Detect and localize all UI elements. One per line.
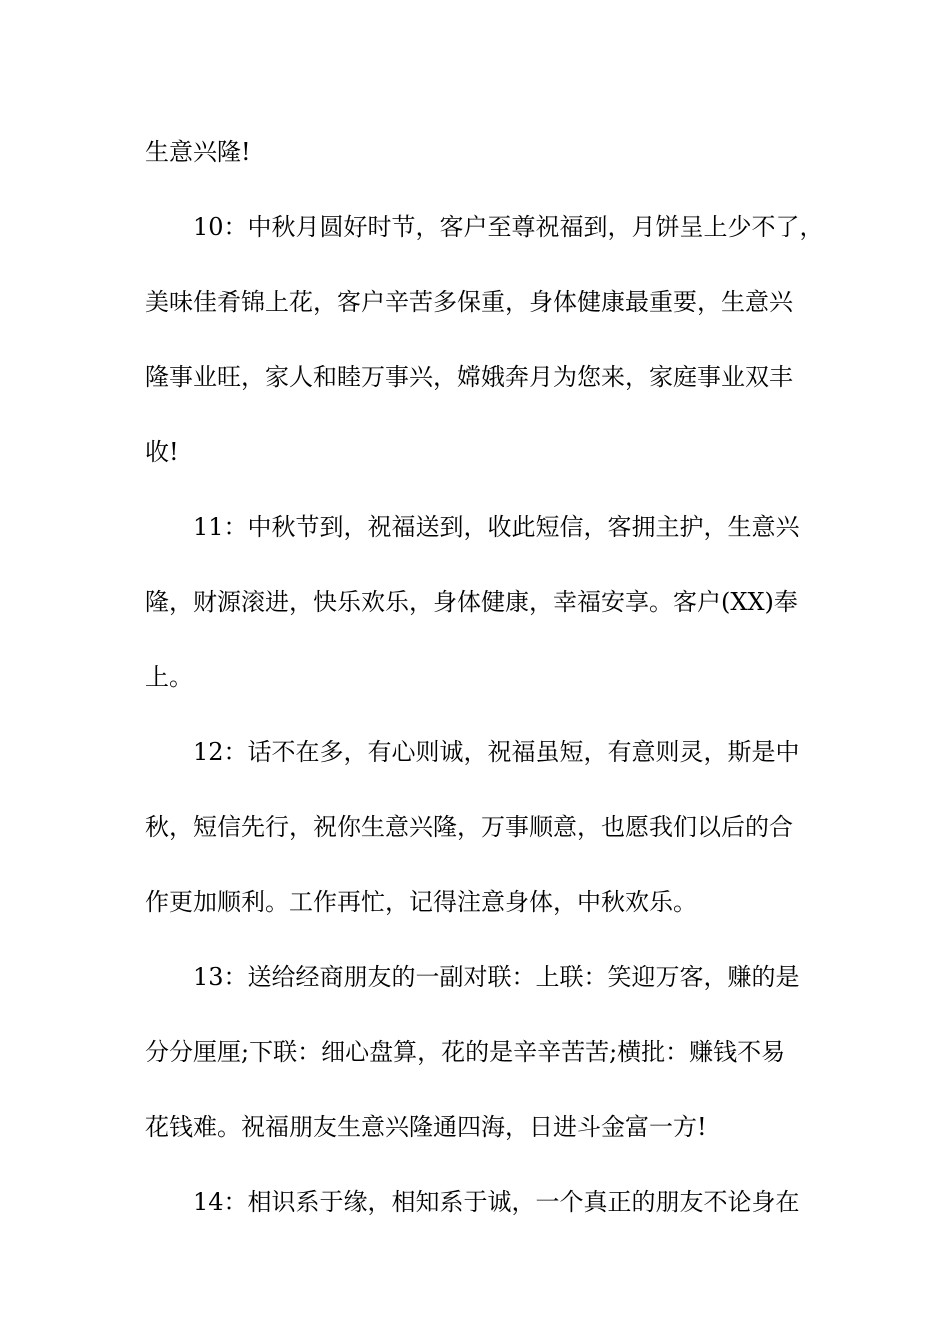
text-line: 隆事业旺，家人和睦万事兴，嫦娥奔月为您来，家庭事业双丰 [145, 363, 793, 391]
text-line: 美味佳肴锦上花，客户辛苦多保重，身体健康最重要，生意兴 [145, 288, 793, 316]
paragraph-10-line-1: 10：中秋月圆好时节，客户至尊祝福到，月饼呈上少不了， [193, 213, 824, 241]
paragraph-14-line-1: 14：相识系于缘，相知系于诚，一个真正的朋友不论身在 [193, 1188, 800, 1216]
text-line: 生意兴隆! [145, 138, 251, 166]
text-line: 收! [145, 438, 179, 466]
text-line: 隆，财源滚进，快乐欢乐，身体健康，幸福安享。客户(XX)奉 [145, 588, 798, 616]
paragraph-11-line-1: 11：中秋节到，祝福送到，收此短信，客拥主护，生意兴 [193, 513, 800, 541]
paragraph-12-line-1: 12：话不在多，有心则诚，祝福虽短，有意则灵，斯是中 [193, 738, 800, 766]
paragraph-13-line-1: 13：送给经商朋友的一副对联：上联：笑迎万客，赚的是 [193, 963, 800, 991]
text-line: 作更加顺利。工作再忙，记得注意身体，中秋欢乐。 [145, 888, 697, 916]
text-line: 分分厘厘;下联：细心盘算，花的是辛辛苦苦;横批：赚钱不易 [145, 1038, 786, 1066]
text-line: 秋，短信先行，祝你生意兴隆，万事顺意，也愿我们以后的合 [145, 813, 793, 841]
text-line: 上。 [145, 663, 193, 691]
text-line: 花钱难。祝福朋友生意兴隆通四海，日进斗金富一方! [145, 1113, 707, 1141]
